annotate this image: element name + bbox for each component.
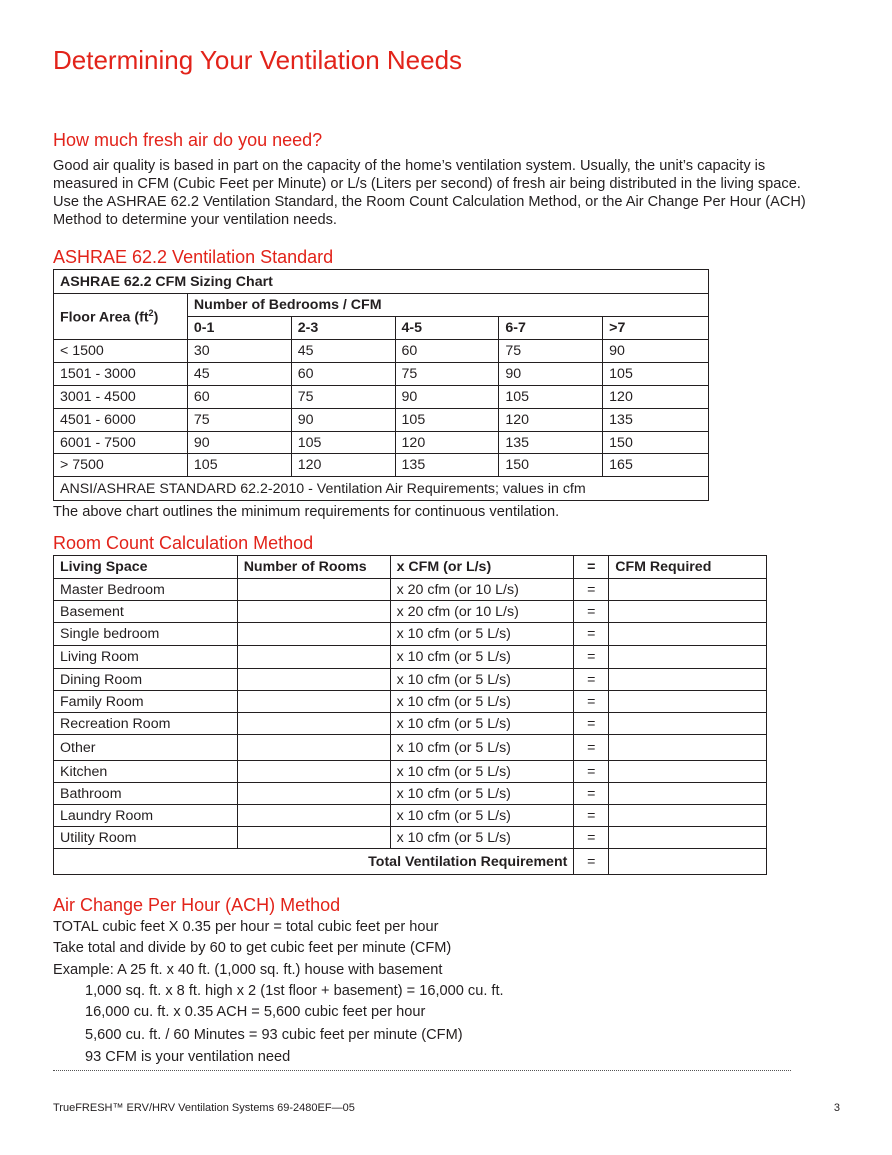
bedroom-column-header: >7 [603, 317, 709, 340]
bedroom-column-header: 6-7 [499, 317, 603, 340]
table-row [54, 735, 767, 761]
cfm-required-cell [609, 827, 767, 849]
cfm-value-cell: 60 [395, 340, 499, 363]
cfm-required-header: CFM Required [609, 556, 767, 579]
living-space-header: Living Space [54, 556, 238, 579]
living-space-cell: Kitchen [54, 761, 238, 783]
cfm-value-cell: 135 [395, 454, 499, 477]
page-number: 3 [833, 1102, 840, 1114]
table-row [54, 646, 767, 669]
ach-line: TOTAL cubic feet X 0.35 per hour = total cubic feet per hour [53, 919, 439, 935]
floor-area-header: Floor Area $(ft^2)$ [54, 294, 188, 340]
number-of-rooms-cell [237, 669, 390, 691]
cfm-value-cell: 105 [291, 432, 395, 454]
cfm-value-cell: 150 [603, 432, 709, 454]
cfm-required-cell [609, 805, 767, 827]
cfm-value-cell: 90 [603, 340, 709, 363]
table-row [54, 713, 767, 735]
cfm-multiplier-cell: x 10 cfm (or 5 L/s) [390, 805, 574, 827]
floor-area-cell: 1501 - 3000 [54, 363, 188, 386]
cfm-value-cell: 105 [187, 454, 291, 477]
ashrae-sizing-table [53, 269, 709, 501]
ach-line: Take total and divide by 60 to get cubic feet per minute (CFM) [53, 940, 452, 957]
equals-cell: = [574, 713, 609, 735]
number-of-rooms-cell [237, 827, 390, 849]
ach-line: Example: A 25 ft. x 40 ft. (1,000 sq. ft.) house with basement [53, 961, 443, 978]
cfm-value-cell: 45 [187, 363, 291, 386]
table-row [54, 432, 709, 454]
living-space-cell: Other [54, 735, 238, 761]
cfm-value-cell: 135 [499, 432, 603, 454]
cfm-value-cell: 30 [187, 340, 291, 363]
cfm-value-cell: 90 [499, 363, 603, 386]
cfm-multiplier-cell: x 10 cfm (or 5 L/s) [390, 827, 574, 849]
total-label: Total Ventilation Requirement [54, 849, 574, 875]
cfm-multiplier-cell: x 10 cfm (or 5 L/s) [390, 735, 574, 761]
cfm-value-cell: 75 [499, 340, 603, 363]
cfm-multiplier-cell: x 10 cfm (or 5 L/s) [390, 713, 574, 735]
bedroom-column-header: 2-3 [291, 317, 395, 340]
cfm-value-cell: 75 [291, 386, 395, 409]
cfm-required-cell [609, 623, 767, 646]
table-row [54, 579, 767, 601]
table-row [54, 669, 767, 691]
cfm-value-cell: 90 [291, 409, 395, 432]
living-space-cell: Family Room [54, 691, 238, 713]
number-of-rooms-cell [237, 601, 390, 623]
equals-cell: = [574, 761, 609, 783]
floor-area-cell: 4501 - 6000 [54, 409, 188, 432]
ach-example-line: 5,600 cu. ft. / 60 Minutes = 93 cubic feet per minute (CFM) [85, 1027, 463, 1044]
table-row [54, 601, 767, 623]
cfm-value-cell: 105 [499, 386, 603, 409]
cfm-required-cell [609, 601, 767, 623]
divider-dotted [53, 1070, 791, 1071]
number-of-rooms-cell [237, 691, 390, 713]
cfm-required-cell [609, 783, 767, 805]
bedroom-column-header: 0-1 [187, 317, 291, 340]
living-space-cell: Recreation Room [54, 713, 238, 735]
cfm-required-cell [609, 646, 767, 669]
equals-cell: = [574, 805, 609, 827]
cfm-value-cell: 60 [187, 386, 291, 409]
cfm-multiplier-cell: x 20 cfm (or 10 L/s) [390, 601, 574, 623]
total-equals: = [574, 849, 609, 875]
number-of-rooms-cell [237, 805, 390, 827]
equals-cell: = [574, 735, 609, 761]
ach-example-line: 16,000 cu. ft. x 0.35 ACH = 5,600 cubic feet per hour [85, 1004, 426, 1021]
cfm-value-cell: 105 [603, 363, 709, 386]
cfm-value-cell: 90 [395, 386, 499, 409]
table-title: ASHRAE 62.2 CFM Sizing Chart [54, 270, 709, 294]
cfm-value-cell: 135 [603, 409, 709, 432]
cfm-multiplier-cell: x 10 cfm (or 5 L/s) [390, 761, 574, 783]
living-space-cell: Basement [54, 601, 238, 623]
number-of-rooms-cell [237, 713, 390, 735]
ashrae-note: The above chart outlines the minimum requirements for continuous ventilation. [53, 504, 560, 520]
cfm-required-cell [609, 761, 767, 783]
cfm-multiplier-header: x CFM (or L/s) [390, 556, 574, 579]
cfm-multiplier-cell: x 20 cfm (or 10 L/s) [390, 579, 574, 601]
cfm-required-cell [609, 735, 767, 761]
ach-example-line: 1,000 sq. ft. x 8 ft. high x 2 (1st floor + basement) = 16,000 cu. ft. [85, 982, 504, 999]
equals-cell: = [574, 623, 609, 646]
cfm-required-cell [609, 691, 767, 713]
living-space-cell: Master Bedroom [54, 579, 238, 601]
number-of-rooms-cell [237, 579, 390, 601]
living-space-cell: Laundry Room [54, 805, 238, 827]
equals-cell: = [574, 783, 609, 805]
cfm-value-cell: 105 [395, 409, 499, 432]
number-of-rooms-cell [237, 623, 390, 646]
equals-cell: = [574, 827, 609, 849]
number-of-rooms-header: Number of Rooms [237, 556, 390, 579]
living-space-cell: Utility Room [54, 827, 238, 849]
cfm-required-cell [609, 713, 767, 735]
cfm-value-cell: 75 [395, 363, 499, 386]
cfm-value-cell: 90 [187, 432, 291, 454]
number-of-rooms-cell [237, 646, 390, 669]
cfm-value-cell: 120 [395, 432, 499, 454]
equals-cell: = [574, 601, 609, 623]
ach-method-text [53, 919, 504, 1070]
table-footer: ANSI/ASHRAE STANDARD 62.2-2010 - Ventilation Air Requirements; values in cfm [54, 477, 709, 501]
cfm-value-cell: 165 [603, 454, 709, 477]
cfm-value-cell: 120 [499, 409, 603, 432]
cfm-multiplier-cell: x 10 cfm (or 5 L/s) [390, 623, 574, 646]
table-row [54, 409, 709, 432]
table-row [54, 340, 709, 363]
floor-area-cell: 3001 - 4500 [54, 386, 188, 409]
table-row [54, 783, 767, 805]
floor-area-cell: 6001 - 7500 [54, 432, 188, 454]
cfm-required-cell [609, 669, 767, 691]
cfm-multiplier-cell: x 10 cfm (or 5 L/s) [390, 669, 574, 691]
table-row [54, 691, 767, 713]
cfm-multiplier-cell: x 10 cfm (or 5 L/s) [390, 691, 574, 713]
footer-left: TrueFRESH™ ERV/HRV Ventilation Systems 69-2480EF—05 [53, 1102, 355, 1114]
cfm-value-cell: 120 [603, 386, 709, 409]
section-heading-ach: Air Change Per Hour (ACH) Method [53, 895, 341, 915]
bedroom-column-header: 4-5 [395, 317, 499, 340]
section-heading-room-count: Room Count Calculation Method [53, 533, 314, 553]
living-space-cell: Single bedroom [54, 623, 238, 646]
table-row [54, 761, 767, 783]
cfm-required-cell [609, 579, 767, 601]
living-space-cell: Living Room [54, 646, 238, 669]
cfm-value-cell: 75 [187, 409, 291, 432]
floor-area-cell: < 1500 [54, 340, 188, 363]
equals-header: = [574, 556, 609, 579]
equals-cell: = [574, 669, 609, 691]
floor-area-cell: > 7500 [54, 454, 188, 477]
bedrooms-header: Number of Bedrooms / CFM [187, 294, 708, 317]
number-of-rooms-cell [237, 735, 390, 761]
table-row [54, 805, 767, 827]
total-value-cell [609, 849, 767, 875]
room-count-table [53, 555, 767, 875]
cfm-value-cell: 150 [499, 454, 603, 477]
table-row [54, 623, 767, 646]
living-space-cell: Bathroom [54, 783, 238, 805]
equals-cell: = [574, 691, 609, 713]
intro-paragraph: Good air quality is based in part on the capacity of the home’s ventilation system. Usually, the unit’s capacity is measured in CFM (Cubic Feet per Minute) or L/s (Liters per second) of fresh air being distributed in the living space. Use the ASHRAE 62.2 Ventilation Standard, the Room Count Calculation Method, or the Air Change Per Hour (ACH) Method to determine your ventilation needs. [53, 158, 806, 228]
table-row [54, 827, 767, 849]
section-heading-ashrae: ASHRAE 62.2 Ventilation Standard [53, 247, 334, 267]
cfm-multiplier-cell: x 10 cfm (or 5 L/s) [390, 783, 574, 805]
table-row [54, 386, 709, 409]
cfm-multiplier-cell: x 10 cfm (or 5 L/s) [390, 646, 574, 669]
table-row [54, 454, 709, 477]
ach-example-line: 93 CFM is your ventilation need [85, 1048, 291, 1065]
table-row [54, 363, 709, 386]
equals-cell: = [574, 579, 609, 601]
cfm-value-cell: 60 [291, 363, 395, 386]
number-of-rooms-cell [237, 761, 390, 783]
page-title: Determining Your Ventilation Needs [53, 45, 463, 75]
section-heading-fresh-air: How much fresh air do you need? [53, 130, 323, 150]
number-of-rooms-cell [237, 783, 390, 805]
cfm-value-cell: 45 [291, 340, 395, 363]
living-space-cell: Dining Room [54, 669, 238, 691]
equals-cell: = [574, 646, 609, 669]
cfm-value-cell: 120 [291, 454, 395, 477]
